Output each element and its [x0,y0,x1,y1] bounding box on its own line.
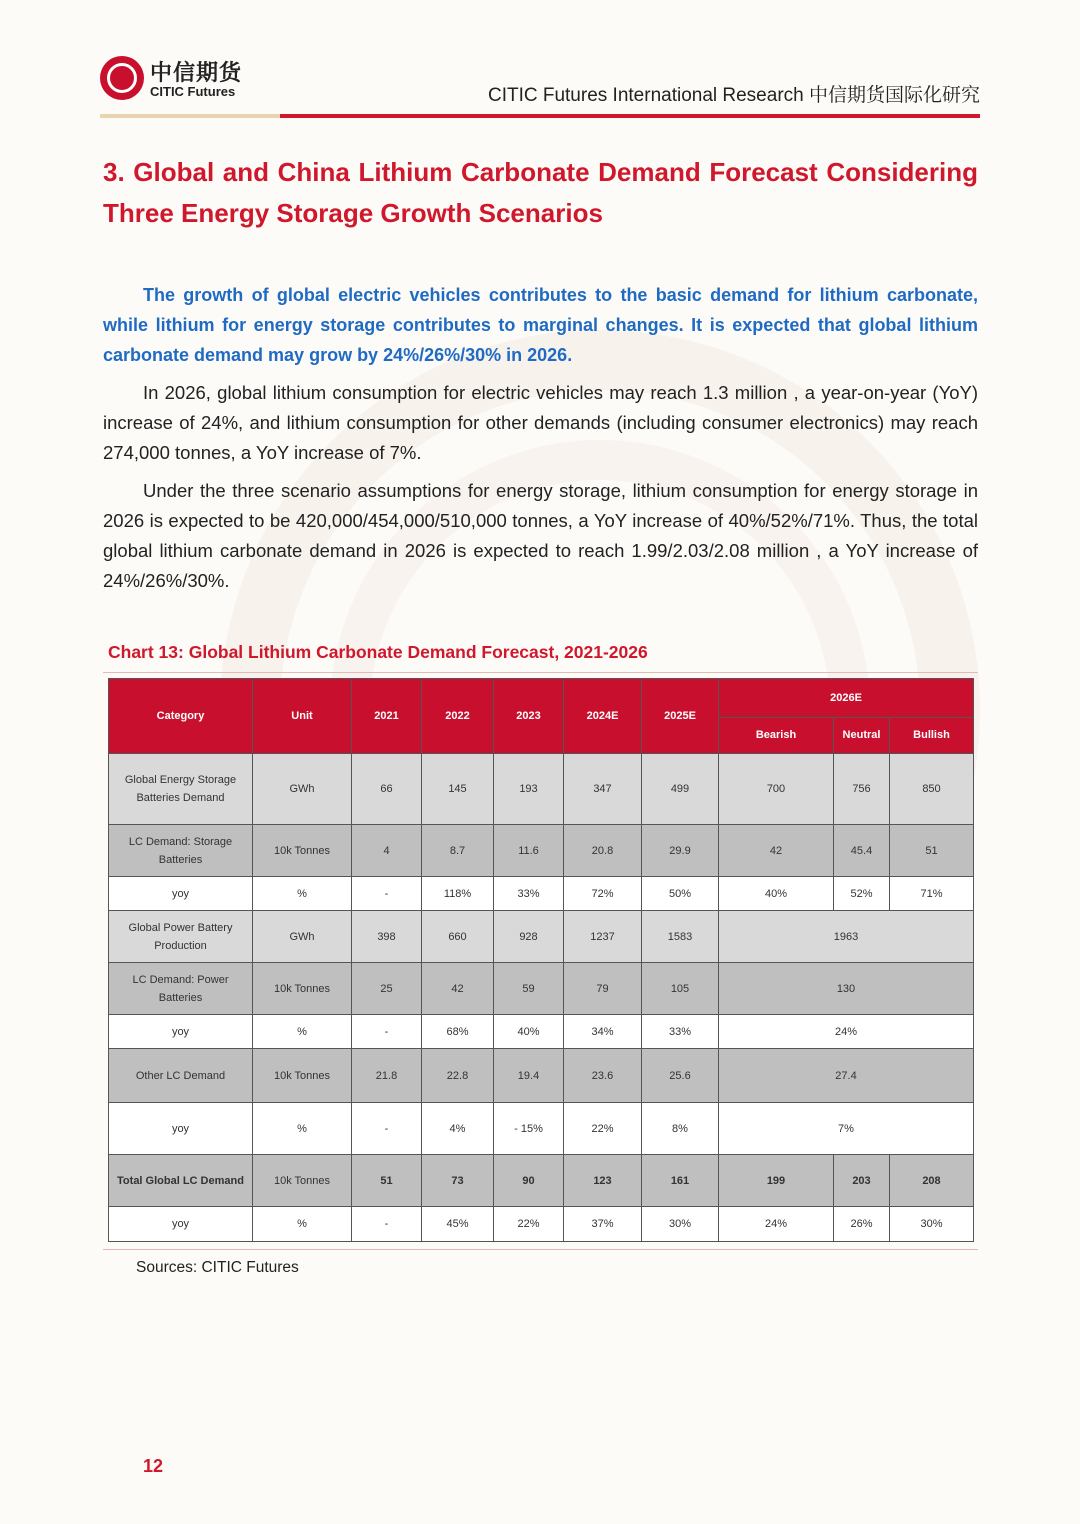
table-row [109,1015,974,1049]
body-paragraph-1: In 2026, global lithium consumption for electric vehicles may reach 1.3 million , a year-on-year (YoY) increase of 24%, and lithium consumption for other demands (including consumer electronics) may reach 274,000 tonnes, a YoY increase of 7%. [103,382,978,463]
cell: 19.4 [494,1049,564,1103]
cell: 700 [719,754,834,825]
header-year: 2021 [352,679,422,754]
cell-2026-merged: 27.4 [719,1049,974,1103]
cell: 4 [352,825,422,877]
row-category: yoy [109,1103,253,1155]
cell-2026-merged: 24% [719,1015,974,1049]
cell: 22% [564,1103,642,1155]
header-year: 2022 [422,679,494,754]
cell: 37% [564,1207,642,1242]
row-unit: GWh [253,911,352,963]
header-neutral: Neutral [834,717,890,753]
lc-demand-table [108,678,974,1242]
cell: 199 [719,1155,834,1207]
cell: 52% [834,877,890,911]
cell: 22% [494,1207,564,1242]
header-bullish: Bullish [890,717,974,753]
cell: 59 [494,963,564,1015]
header-2026e: 2026E [719,679,974,718]
cell: 51 [890,825,974,877]
row-unit: GWh [253,754,352,825]
row-unit: % [253,1103,352,1155]
cell: 22.8 [422,1049,494,1103]
cell: 72% [564,877,642,911]
row-unit: 10k Tonnes [253,963,352,1015]
cell: 118% [422,877,494,911]
header-year: 2024E [564,679,642,754]
table-row [109,825,974,877]
cell: 193 [494,754,564,825]
header-year: 2025E [642,679,719,754]
cell: 1237 [564,911,642,963]
cell: 33% [642,1015,719,1049]
citic-logo-icon [100,56,144,100]
chart-title: Chart 13: Global Lithium Carbonate Demand Forecast, 2021-2026 [108,642,648,662]
cell: 73 [422,1155,494,1207]
table-row [109,1207,974,1242]
row-category: Total Global LC Demand [109,1155,253,1207]
cell: 79 [564,963,642,1015]
row-category: yoy [109,1015,253,1049]
cell: 4% [422,1103,494,1155]
table-row [109,963,974,1015]
sources-note: Sources: CITIC Futures [136,1259,299,1276]
header-divider-gold [100,114,280,118]
header-divider-red [280,114,980,118]
row-category: yoy [109,1207,253,1242]
cell: - [352,1207,422,1242]
table-row [109,911,974,963]
row-unit: % [253,1015,352,1049]
cell: 29.9 [642,825,719,877]
cell: 45.4 [834,825,890,877]
section-title: 3. Global and China Lithium Carbonate Demand Forecast Considering Three Energy Storage Growth Scenarios [103,157,978,228]
cell: 208 [890,1155,974,1207]
table-header-row [109,679,974,718]
cell: 33% [494,877,564,911]
cell: 347 [564,754,642,825]
cell: 8% [642,1103,719,1155]
cell: - 15% [494,1103,564,1155]
cell: 756 [834,754,890,825]
row-category: Global Energy Storage Batteries Demand [109,754,253,825]
cell: 25.6 [642,1049,719,1103]
cell: 68% [422,1015,494,1049]
cell: 105 [642,963,719,1015]
cell-2026-merged: 1963 [719,911,974,963]
cell: 660 [422,911,494,963]
table-row [109,1103,974,1155]
cell: 21.8 [352,1049,422,1103]
cell: 161 [642,1155,719,1207]
table-row [109,754,974,825]
row-unit: 10k Tonnes [253,825,352,877]
logo-english-name: CITIC Futures [150,84,236,99]
row-category: Other LC Demand [109,1049,253,1103]
header-bearish: Bearish [719,717,834,753]
cell: 42 [719,825,834,877]
cell: - [352,877,422,911]
cell-2026-merged: 7% [719,1103,974,1155]
cell: 850 [890,754,974,825]
cell: 71% [890,877,974,911]
header-title: CITIC Futures International Research 中信期货国际化研究 [487,85,980,106]
header-unit: Unit [253,679,352,754]
cell: - [352,1103,422,1155]
row-unit: 10k Tonnes [253,1049,352,1103]
row-category: LC Demand: Storage Batteries [109,825,253,877]
cell: 23.6 [564,1049,642,1103]
chart-top-rule [103,672,978,673]
cell: - [352,1015,422,1049]
cell: 30% [890,1207,974,1242]
row-unit: 10k Tonnes [253,1155,352,1207]
cell: 1583 [642,911,719,963]
row-unit: % [253,877,352,911]
cell: 40% [494,1015,564,1049]
cell: 90 [494,1155,564,1207]
cell: 145 [422,754,494,825]
cell: 30% [642,1207,719,1242]
row-unit: % [253,1207,352,1242]
chart-bottom-rule [103,1249,978,1250]
table-row [109,877,974,911]
cell: 24% [719,1207,834,1242]
row-category: LC Demand: Power Batteries [109,963,253,1015]
page-number: 12 [143,1456,164,1476]
header-year: 2023 [494,679,564,754]
cell: 928 [494,911,564,963]
table-row [109,1049,974,1103]
cell: 42 [422,963,494,1015]
page-header [100,52,980,118]
row-category: yoy [109,877,253,911]
cell: 8.7 [422,825,494,877]
highlight-paragraph: The growth of global electric vehicles contributes to the basic demand for lithium carbonate, while lithium for energy storage contributes to marginal changes. It is expected that global lithium carbonate demand may grow by 24%/26%/30% in 2026. [103,285,978,365]
logo-chinese-name: 中信期货 [150,60,243,85]
cell: 66 [352,754,422,825]
cell-2026-merged: 130 [719,963,974,1015]
cell: 26% [834,1207,890,1242]
cell: 123 [564,1155,642,1207]
cell: 40% [719,877,834,911]
row-category: Global Power Battery Production [109,911,253,963]
cell: 45% [422,1207,494,1242]
cell: 203 [834,1155,890,1207]
table-row-total [109,1155,974,1207]
cell: 499 [642,754,719,825]
cell: 51 [352,1155,422,1207]
cell: 34% [564,1015,642,1049]
body-paragraph-2: Under the three scenario assumptions for energy storage, lithium consumption for energy storage in 2026 is expected to be 420,000/454,000/510,000 tonnes, a YoY increase of 40%/52%/71%. Thus, the total global lithium carbonate demand in 2026 is expected to reach 1.99/2.03/2.08 million , a YoY increase of 24%/26%/30%. [103,480,978,591]
cell: 20.8 [564,825,642,877]
cell: 398 [352,911,422,963]
header-category: Category [109,679,253,754]
cell: 50% [642,877,719,911]
cell: 25 [352,963,422,1015]
cell: 11.6 [494,825,564,877]
